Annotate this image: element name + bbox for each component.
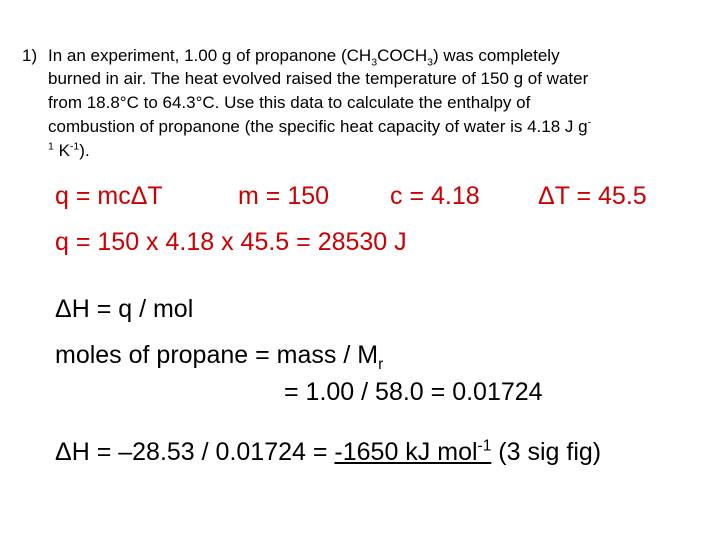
superscript: -1: [477, 437, 492, 455]
subscript: 3: [427, 56, 433, 69]
question-line-1: [48, 45, 560, 69]
question-line-5-end: ).: [79, 141, 90, 160]
question-line-5: [48, 140, 90, 161]
heat-calculation: q = 150 x 4.18 x 45.5 = 28530 J: [55, 228, 407, 256]
subscript: r: [378, 356, 384, 373]
question-line-4: [48, 116, 591, 137]
enthalpy-expression: ΔH = –28.53 / 0.01724 =: [55, 438, 335, 466]
superscript: -1: [69, 140, 80, 153]
given-mass: m = 150: [238, 182, 330, 210]
question-number: 1): [22, 46, 38, 65]
question-line-1-text-b: COCH: [377, 46, 428, 65]
superscript: 1: [48, 140, 54, 153]
question-line-2: burned in air. The heat evolved raised the temperature of 150 g of water: [48, 69, 589, 88]
moles-calculation: = 1.00 / 58.0 = 0.01724: [284, 378, 543, 406]
moles-formula: [55, 340, 384, 373]
question-line-1-text-a: In an experiment, 1.00 g of propanone (CH: [48, 46, 372, 65]
given-specific-heat: c = 4.18: [390, 182, 480, 210]
subscript: 3: [371, 56, 378, 69]
given-delta-t: ΔT = 45.5: [538, 182, 647, 210]
enthalpy-answer: [334, 438, 491, 466]
enthalpy-calculation: [55, 437, 601, 467]
sig-fig-note: (3 sig fig): [491, 438, 602, 466]
question-line-3: from 18.8°C to 64.3°C. Use this data to calculate the enthalpy of: [48, 93, 531, 112]
enthalpy-answer-value: -1650 kJ mol: [334, 438, 478, 466]
formula-q-mcdt: q = mcΔT: [55, 182, 163, 210]
enthalpy-formula: ΔH = q / mol: [55, 295, 194, 323]
question-line-1-text-c: ) was completely: [432, 46, 560, 65]
question-line-5-unit: K: [53, 141, 70, 160]
superscript: -: [587, 116, 592, 129]
moles-formula-text: moles of propane = mass / M: [55, 341, 379, 369]
question-line-4-text: combustion of propanone (the specific heat capacity of water is 4.18 J g: [48, 117, 588, 136]
